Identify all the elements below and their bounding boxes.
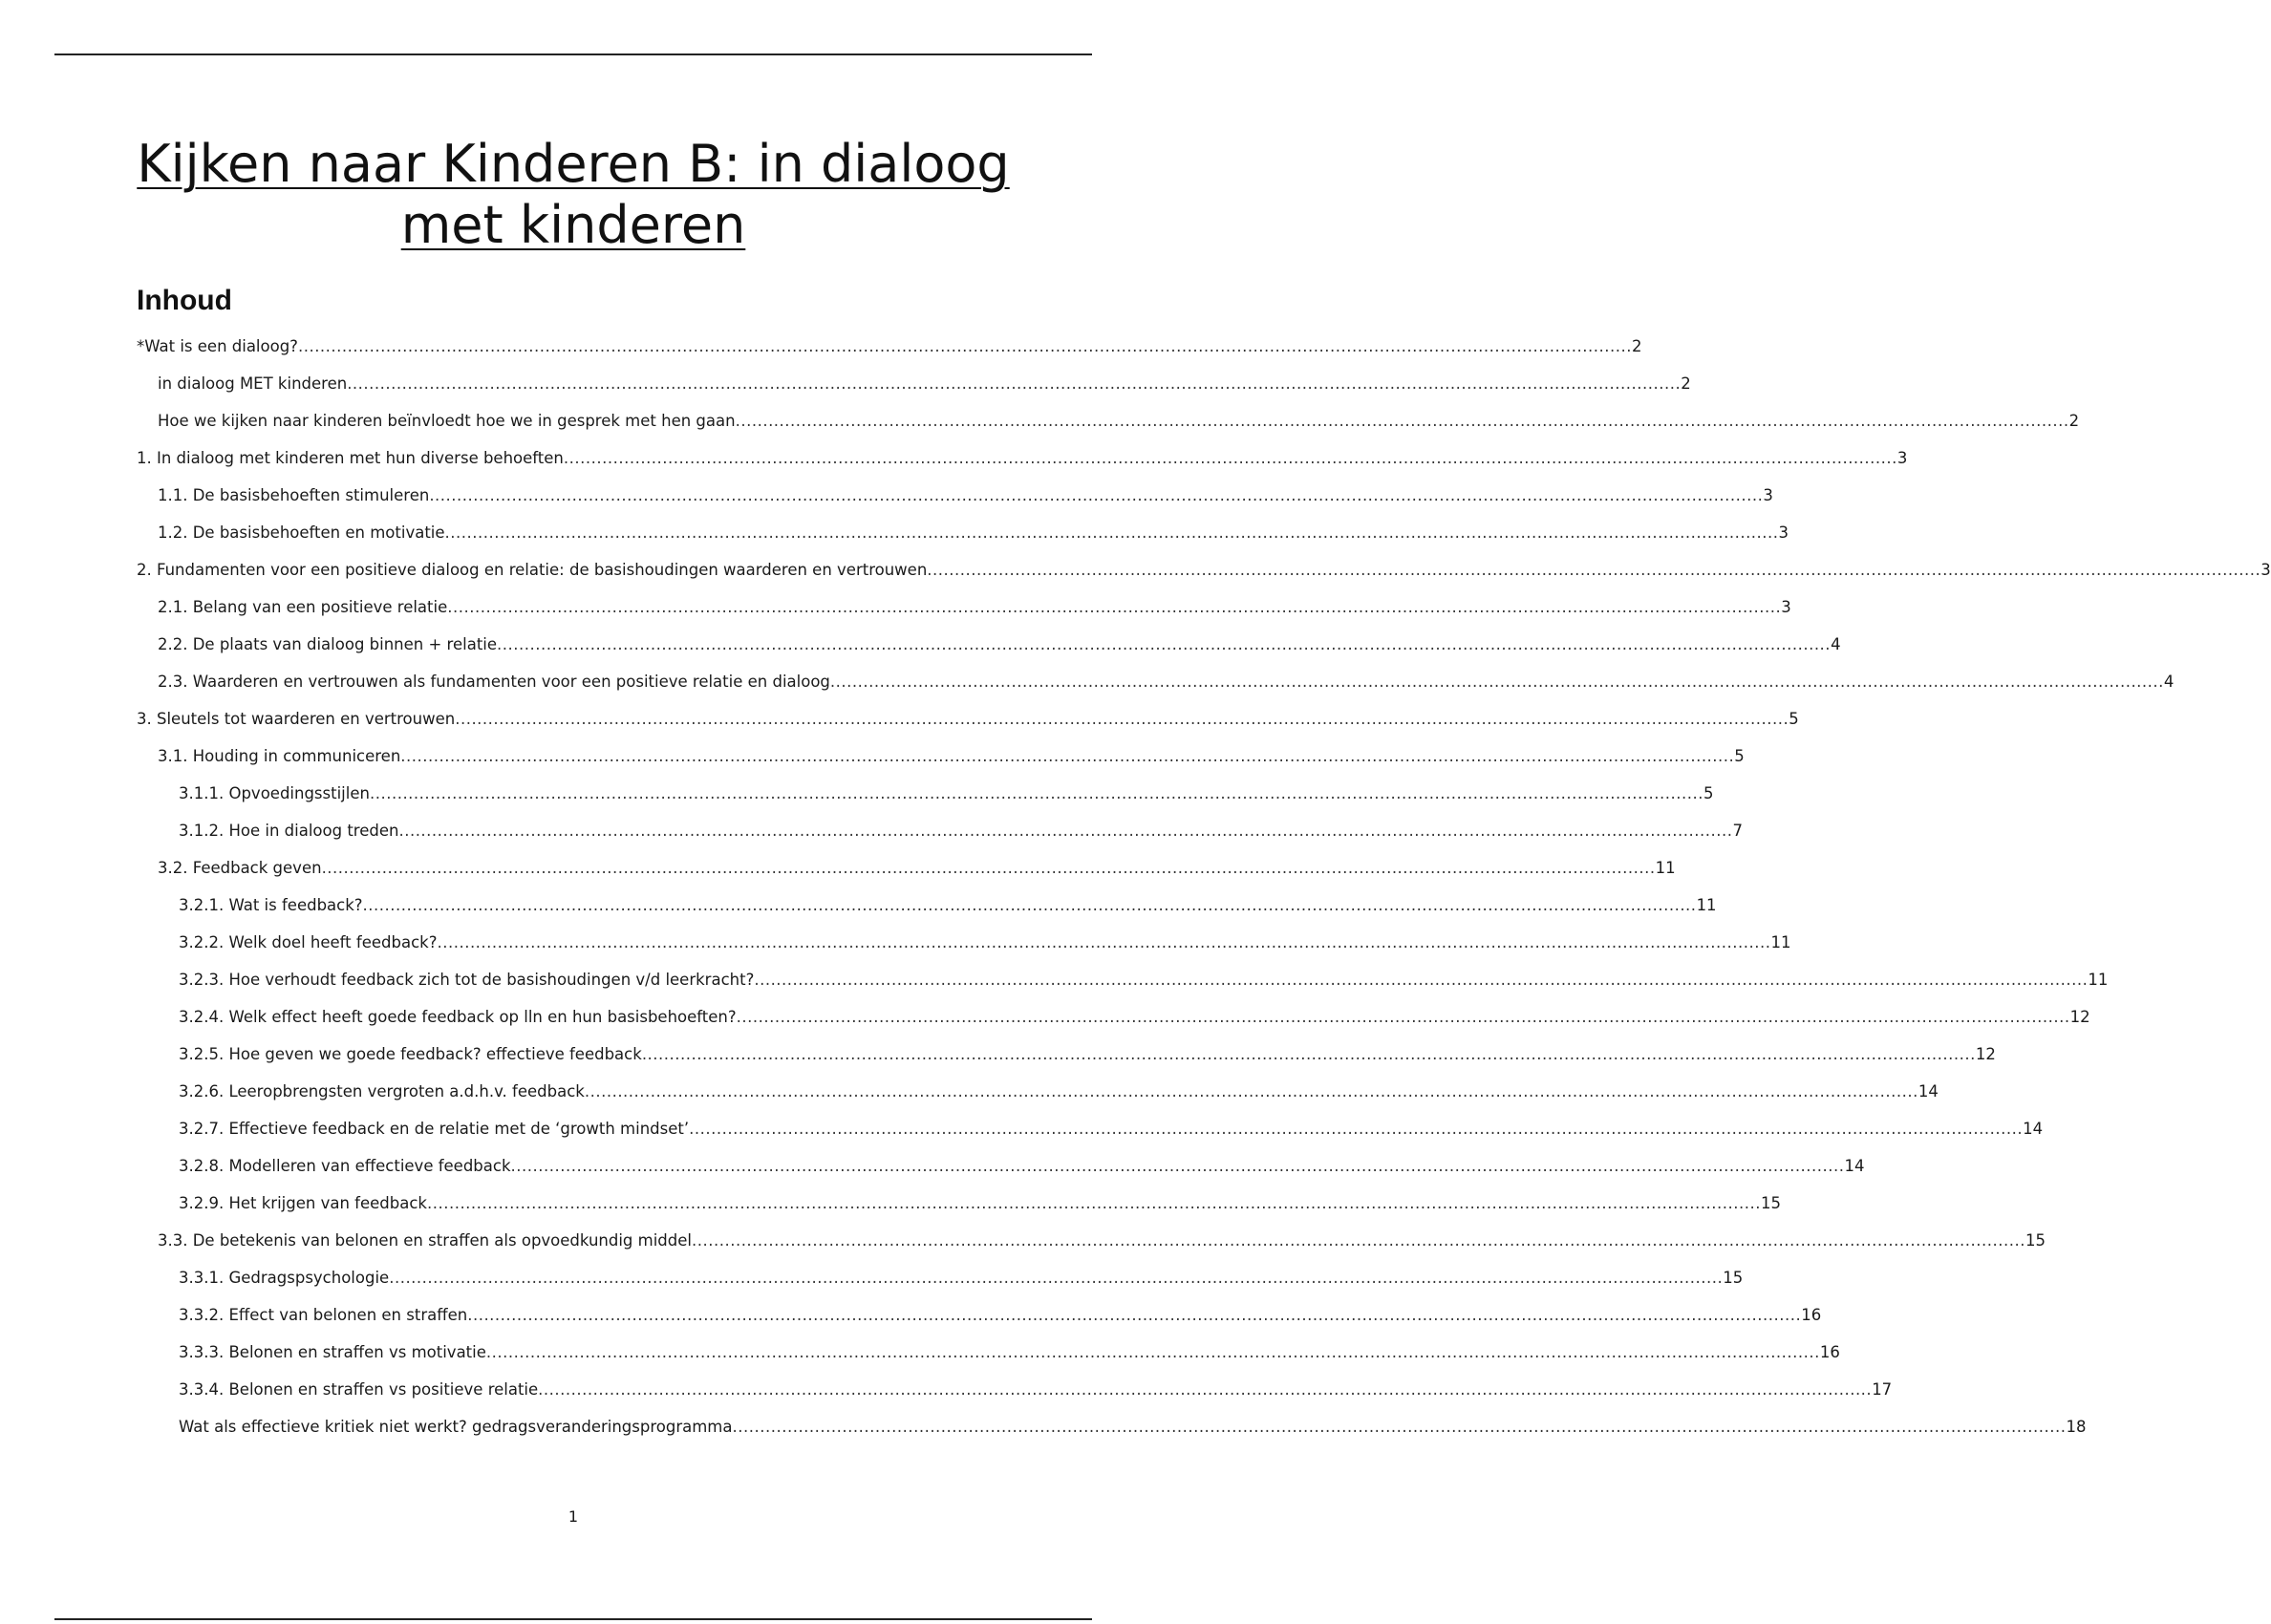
toc-entry-title: 3.3. De betekenis van belonen en straffen als opvoedkundig middel [158,1231,692,1250]
toc-entry-title: 3.3.2. Effect van belonen en straffen [179,1306,468,1324]
toc-entry-title: 2. Fundamenten voor een positieve dialoog en relatie: de basishoudingen waarderen en vertrouwen [137,561,928,579]
toc-dot-leader [497,630,1831,659]
toc-entry-page: 15 [1760,1194,1781,1212]
toc-entry-title: 3.1.1. Opvoedingsstijlen [179,784,370,802]
toc-entry-title: 3.2.5. Hoe geven we goede feedback? effectieve feedback [179,1045,642,1063]
toc-entry-page: 4 [2163,673,2175,691]
toc-dot-leader [398,817,1732,845]
toc-entry-title: 3.2. Feedback geven [158,859,322,877]
toc-entry[interactable] [137,332,1642,370]
toc-entry[interactable] [137,668,2175,705]
toc-entry[interactable] [137,1301,1822,1338]
toc-heading: Inhoud [137,285,232,316]
toc-dot-leader [455,705,1789,734]
toc-entry[interactable] [137,891,1717,929]
toc-entry[interactable] [137,1078,1939,1115]
toc-entry[interactable] [137,1003,2090,1040]
toc-entry[interactable] [137,742,1745,780]
toc-entry-page: 7 [1732,822,1743,840]
toc-entry-page: 15 [1723,1269,1744,1287]
toc-entry-page: 17 [1872,1380,1893,1399]
toc-entry[interactable] [137,705,1799,742]
toc-dot-leader [400,742,1734,771]
toc-entry-page: 18 [2066,1418,2087,1436]
toc-dot-leader [447,593,1781,622]
toc-entry[interactable] [137,1264,1744,1301]
table-of-contents [137,332,2271,1450]
toc-entry[interactable] [137,1040,1996,1078]
toc-dot-leader [322,854,1656,883]
toc-entry-title: 3.2.3. Hoe verhoudt feedback zich tot de basishoudingen v/d leerkracht? [179,971,755,989]
toc-entry-title: 3.2.6. Leeropbrengsten vergroten a.d.h.v. feedback [179,1082,585,1100]
toc-entry-title: Wat als effectieve kritiek niet werkt? gedragsveranderingsprogramma [179,1418,733,1436]
toc-entry-page: 12 [2069,1008,2090,1026]
toc-entry[interactable] [137,780,1714,817]
toc-entry-title: 3.1.2. Hoe in dialoog treden [179,822,399,840]
toc-dot-leader [429,481,1763,510]
toc-dot-leader [467,1301,1801,1330]
toc-entry-page: 14 [1917,1082,1939,1100]
toc-entry-page: 5 [1703,784,1714,802]
toc-entry-page: 2 [1631,337,1642,355]
header-rule [54,53,1092,55]
toc-dot-leader [585,1078,1918,1106]
toc-entry[interactable] [137,1376,1893,1413]
toc-dot-leader [754,966,2088,994]
document-title: Kijken naar Kinderen B: in dialoog met kinderen [137,134,1010,255]
toc-dot-leader [486,1338,1820,1367]
toc-entry[interactable] [137,593,1791,630]
toc-entry[interactable] [137,1189,1781,1227]
toc-entry-page: 3 [1896,449,1908,467]
toc-dot-leader [298,332,1632,361]
toc-entry[interactable] [137,854,1676,891]
toc-dot-leader [736,407,2069,436]
toc-entry-title: 3.2.8. Modelleren van effectieve feedback [179,1157,511,1175]
toc-entry-title: 3.2.2. Welk doel heeft feedback? [179,933,438,951]
toc-entry-page: 5 [1734,747,1745,765]
toc-entry[interactable] [137,1338,1840,1376]
toc-dot-leader [538,1376,1872,1404]
toc-dot-leader [689,1115,2023,1143]
toc-dot-leader [445,519,1779,547]
toc-entry-page: 14 [2023,1120,2044,1138]
toc-entry-title: 3.2.4. Welk effect heeft goede feedback op lln en hun basisbehoeften? [179,1008,737,1026]
toc-entry[interactable] [137,481,1773,519]
toc-entry-title: Hoe we kijken naar kinderen beïnvloedt hoe we in gesprek met hen gaan [158,412,736,430]
toc-entry[interactable] [137,1152,1865,1189]
page-number: 1 [568,1507,579,1526]
toc-entry-page: 2 [1681,374,1691,393]
toc-entry[interactable] [137,1227,2046,1264]
toc-entry-title: 2.1. Belang van een positieve relatie [158,598,448,616]
toc-entry[interactable] [137,407,2080,444]
toc-entry-title: 1. In dialoog met kinderen met hun diverse behoeften [137,449,564,467]
toc-dot-leader [389,1264,1723,1293]
toc-dot-leader [511,1152,1845,1181]
toc-entry-title: 3.2.9. Het krijgen van feedback [179,1194,427,1212]
toc-entry-page: 4 [1831,635,1841,653]
toc-entry-page: 11 [2088,971,2109,989]
toc-entry-page: 2 [2068,412,2080,430]
toc-entry-title: 3.2.1. Wat is feedback? [179,896,363,914]
toc-dot-leader [427,1189,1761,1218]
toc-dot-leader [437,929,1770,957]
toc-entry-title: 2.3. Waarderen en vertrouwen als fundamenten voor een positieve relatie en dialoog [158,673,830,691]
toc-entry-title: 3.3.1. Gedragspsychologie [179,1269,390,1287]
footer-rule [54,1618,1092,1620]
toc-entry[interactable] [137,630,1841,668]
toc-entry[interactable] [137,556,2271,593]
toc-entry-page: 11 [1696,896,1717,914]
toc-dot-leader [737,1003,2070,1032]
toc-entry[interactable] [137,929,1791,966]
toc-entry-title: 1.2. De basisbehoeften en motivatie [158,524,445,542]
toc-entry-page: 14 [1844,1157,1865,1175]
toc-entry[interactable] [137,966,2109,1003]
toc-entry-page: 11 [1655,859,1676,877]
toc-entry-title: 3.3.4. Belonen en straffen vs positieve relatie [179,1380,539,1399]
toc-entry-page: 16 [1819,1343,1840,1361]
toc-entry-page: 3 [1781,598,1791,616]
toc-dot-leader [347,370,1681,398]
toc-entry-title: 3.3.3. Belonen en straffen vs motivatie [179,1343,486,1361]
toc-entry[interactable] [137,817,1743,854]
toc-entry[interactable] [137,1413,2087,1450]
toc-dot-leader [642,1040,1976,1069]
toc-entry-page: 3 [2260,561,2271,579]
toc-entry-page: 16 [1801,1306,1822,1324]
toc-dot-leader [363,891,1697,920]
toc-dot-leader [927,556,2260,585]
toc-dot-leader [370,780,1703,808]
toc-dot-leader [692,1227,2025,1255]
toc-entry-page: 5 [1789,710,1799,728]
toc-entry[interactable] [137,519,1789,556]
toc-entry-title: 2.2. De plaats van dialoog binnen + relatie [158,635,498,653]
toc-dot-leader [733,1413,2067,1442]
toc-dot-leader [830,668,2164,696]
toc-entry[interactable] [137,1115,2044,1152]
toc-entry-title: *Wat is een dialoog? [137,337,298,355]
toc-entry-title: 3.1. Houding in communiceren [158,747,401,765]
toc-entry-page: 12 [1975,1045,1996,1063]
toc-entry-title: 1.1. De basisbehoeften stimuleren [158,486,430,504]
toc-entry-page: 3 [1778,524,1789,542]
toc-entry-title: in dialoog MET kinderen [158,374,348,393]
toc-entry-page: 3 [1763,486,1773,504]
toc-entry-page: 15 [2025,1231,2046,1250]
toc-entry-title: 3.2.7. Effectieve feedback en de relatie met de ‘growth mindset’ [179,1120,690,1138]
toc-entry-page: 11 [1770,933,1791,951]
toc-entry-title: 3. Sleutels tot waarderen en vertrouwen [137,710,456,728]
toc-entry[interactable] [137,444,1908,481]
toc-entry[interactable] [137,370,1691,407]
toc-dot-leader [564,444,1897,473]
